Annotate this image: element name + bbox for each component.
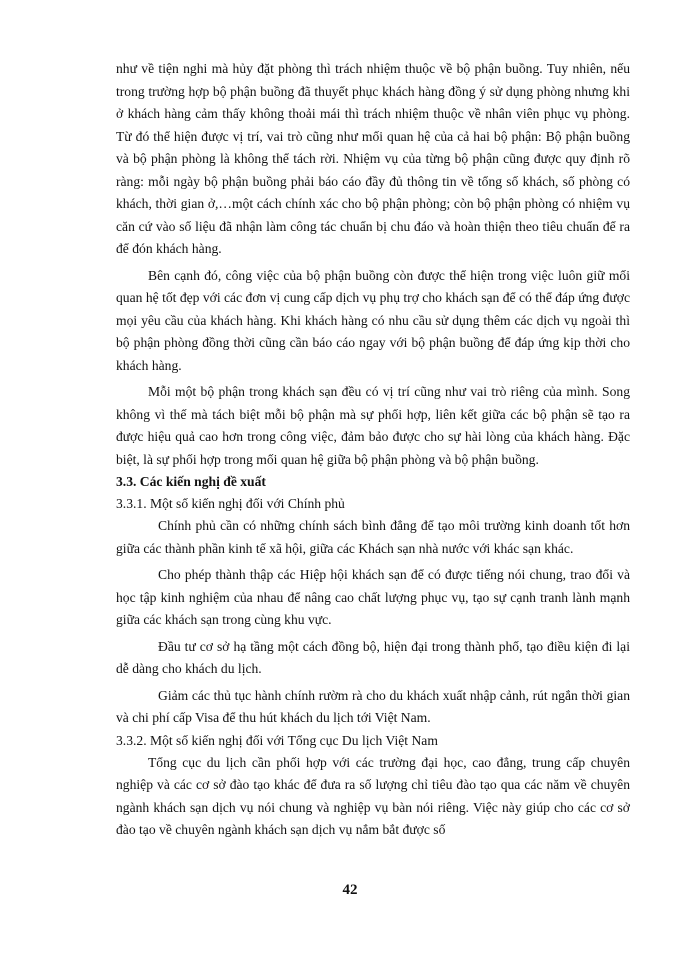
paragraph: Mỗi một bộ phận trong khách sạn đều có vị trí cũng như vai trò riêng của mình. Song không vì thế mà tách biệt mỗi bộ phận mà sự phối hợp, liên kết giữa các bộ phận sẽ tạo ra được hiệu quả cao hơn trong công việc, đảm bảo được cho sự hài lòng của khách hàng. Đặc biệt, là sự phối hợp trong mối quan hệ giữa bộ phận phòng và bộ phận buồng. <box>116 384 630 467</box>
paragraph-continued: như về tiện nghi mà hủy đặt phòng thì trách nhiệm thuộc về bộ phận buồng. Tuy nhiên, nếu trong trường hợp bộ phận buồng đã thuyết phục khách hàng đồng ý sử dụng phòng nhưng khi ở khách hàng cảm thấy không thoải mái thì trách nhiệm thuộc về nhân viên phục vụ phòng. Từ đó thể hiện được vị trí, vai trò cũng như mối quan hệ của cả hai bộ phận: Bộ phận buồng và bộ phận phòng là không thể tách rời. Nhiệm vụ của từng bộ phận cũng được quy định rõ ràng: mỗi ngày bộ phận buồng phải báo cáo đầy đủ thông tin về tổng số khách, số phòng có khách, thời gian ở,…một cách chính xác cho bộ phận phòng; còn bộ phận phòng có nhiệm vụ căn cứ vào số liệu đã nhận làm công tác chuẩn bị chu đáo và hoàn thiện theo tiêu chuẩn để ra để đón khách hàng. <box>116 61 630 256</box>
page-number: 42 <box>342 882 358 898</box>
subsection-heading-tourism-authority: 3.3.2. Một số kiến nghị đối với Tổng cục Du lịch Việt Nam <box>116 732 438 748</box>
paragraph: Chính phủ cần có những chính sách bình đẳng để tạo môi trường kinh doanh tốt hơn giữa các thành phần kinh tế xã hội, giữa các Khách sạn nhà nước với khác sạn khác. <box>116 518 630 556</box>
paragraph: Bên cạnh đó, công việc của bộ phận buồng còn được thể hiện trong việc luôn giữ mối quan hệ tốt đẹp với các đơn vị cung cấp dịch vụ phụ trợ cho khách sạn để có thể đáp ứng được mọi yêu cầu của khách hàng. Khi khách hàng có nhu cầu sử dụng thêm các dịch vụ ngoài thì bộ phận phòng đồng thời cũng cần báo cáo ngay với bộ phận buồng để đáp ứng kịp thời cho khách hàng. <box>116 267 630 373</box>
paragraph: Giảm các thủ tục hành chính rườm rà cho du khách xuất nhập cảnh, rút ngắn thời gian và chi phí cấp Visa để thu hút khách du lịch tới Việt Nam. <box>116 687 630 725</box>
paragraph: Tổng cục du lịch cần phối hợp với các trường đại học, cao đẳng, trung cấp chuyên nghiệp và các cơ sở đào tạo khác để đưa ra số lượng chỉ tiêu đào tạo qua các năm về chuyên ngành khách sạn dịch vụ nói chung và nghiệp vụ bàn nói riêng. Việc này giúp cho các cơ sở đào tạo về chuyên ngành khách sạn dịch vụ nắm bắt được số <box>116 754 630 837</box>
document-body <box>116 58 630 842</box>
paragraph: Cho phép thành thập các Hiệp hội khách sạn để có được tiếng nói chung, trao đổi và học tập kinh nghiệm của nhau để nâng cao chất lượng phục vụ, tạo sự cạnh tranh lành mạnh giữa các khách sạn trong cùng khu vực. <box>116 567 630 627</box>
paragraph: Đầu tư cơ sở hạ tầng một cách đồng bộ, hiện đại trong thành phố, tạo điều kiện đi lại dễ dàng cho khách du lịch. <box>116 638 630 676</box>
subsection-heading-government: 3.3.1. Một số kiến nghị đối với Chính phủ <box>116 496 345 511</box>
section-heading: 3.3. Các kiến nghị đề xuất <box>116 474 266 489</box>
